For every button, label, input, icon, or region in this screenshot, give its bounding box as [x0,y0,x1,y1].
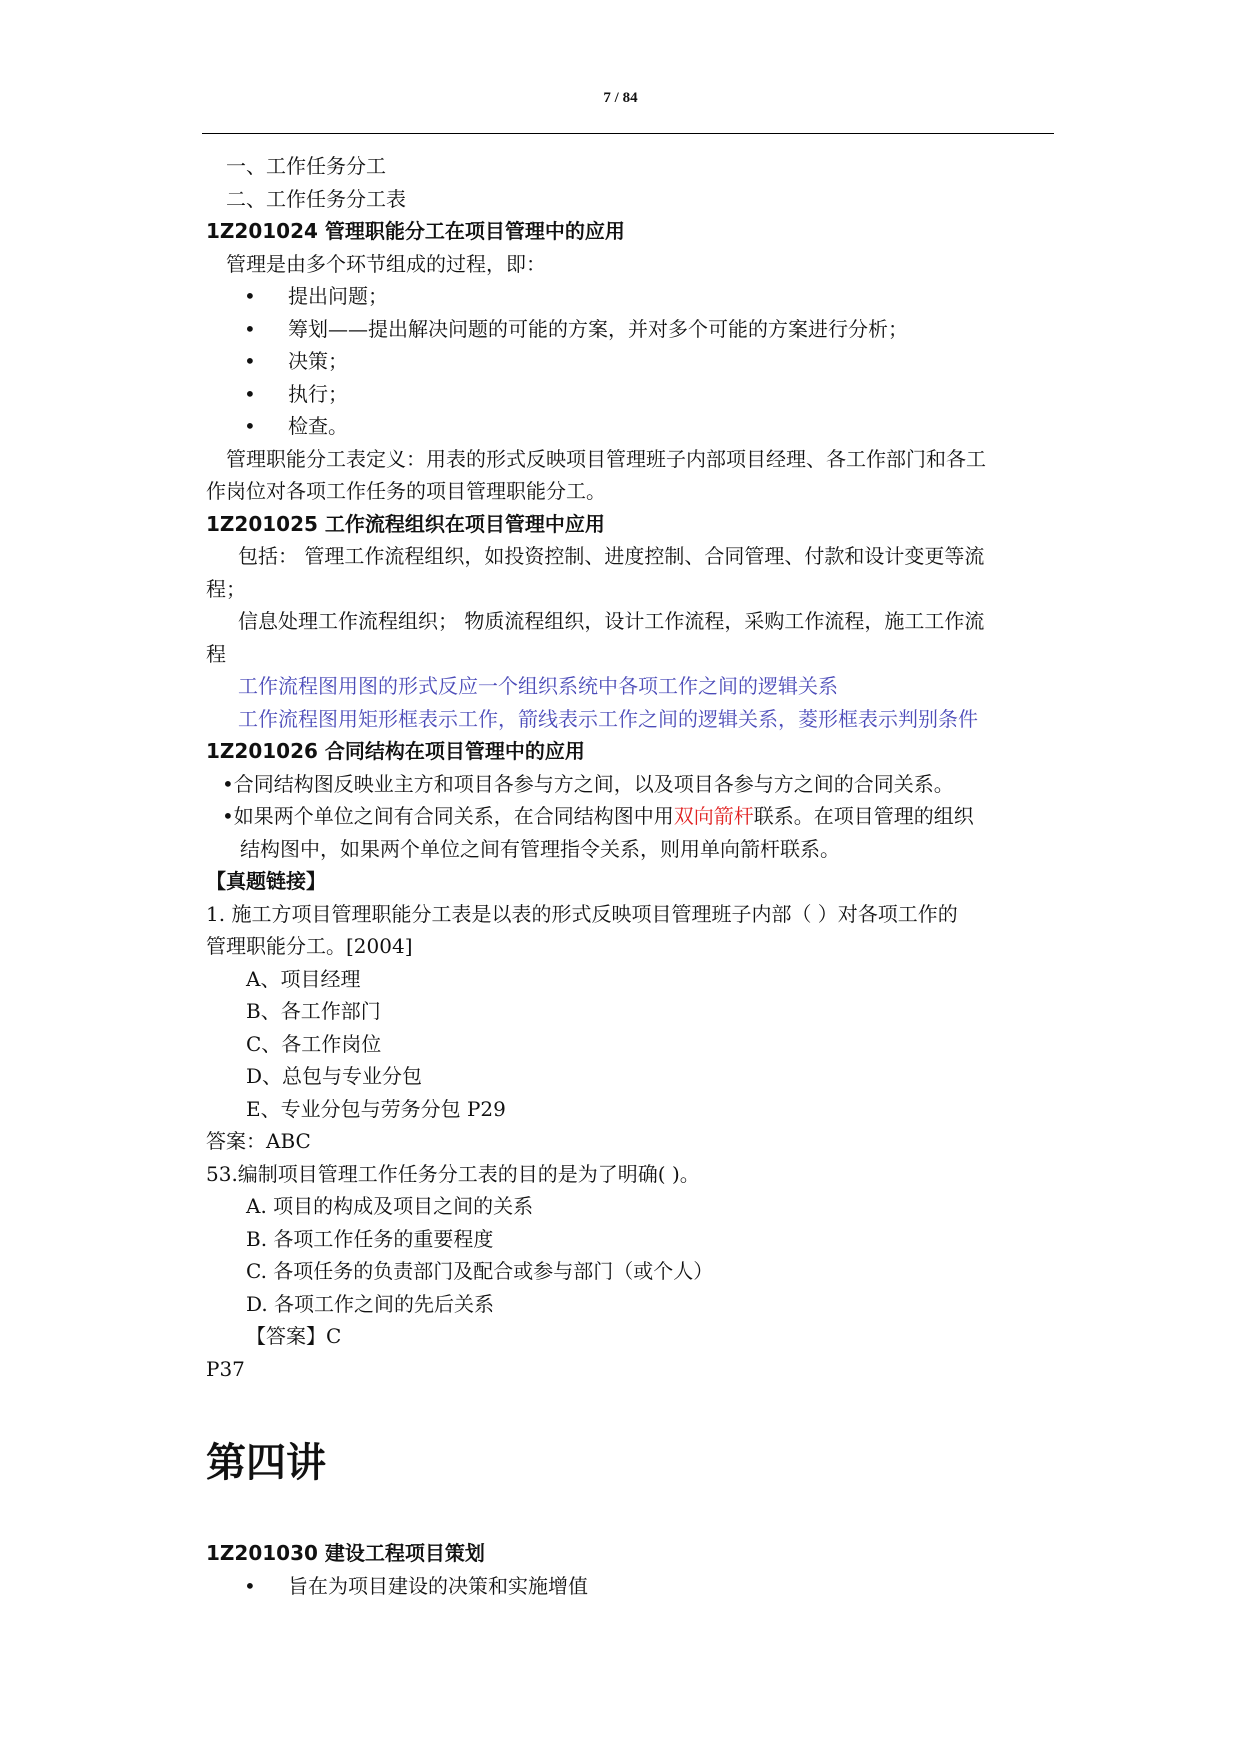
contract-point-2 [206,800,1056,833]
q53-option-d: D. 各项工作之间的先后关系 [246,1291,495,1316]
contract-text-cont: 联系。在项目管理的组织 [753,804,974,828]
contract-point-1: •合同结构图反映业主方和项目各参与方之间，以及项目各参与方之间的合同关系。 [222,771,954,796]
exam-link-heading: 【真题链接】 [206,869,326,893]
outline-item-1: 一、工作任务分工 [226,154,386,178]
section-heading-1z201024: 1Z201024 管理职能分工在项目管理中的应用 [206,219,625,243]
bullet-text: 筹划——提出解决问题的可能的方案，并对多个可能的方案进行分析； [288,316,908,341]
document-body [206,150,1056,1602]
bullet-item-1 [206,280,1056,313]
page-number: 7 / 84 [603,90,638,106]
highlight-note-2: 工作流程图用矩形框表示工作，箭线表示工作之间的逻辑关系，菱形框表示判别条件 [238,706,978,731]
contract-text: •如果两个单位之间有合同关系，在合同结构图中用 [222,804,674,828]
highlight-note-1: 工作流程图用图的形式反应一个组织系统中各项工作之间的逻辑关系 [238,674,838,698]
bullet-icon: • [244,349,256,373]
q53-option-a: A. 项目的构成及项目之间的关系 [246,1194,534,1218]
q53-answer: 【答案】C [246,1324,342,1348]
definition-line-1: 管理职能分工表定义：用表的形式反映项目管理班子内部项目经理、各工作部门和各工 [226,446,986,471]
info-flow-line-2: 程 [206,641,226,666]
q1-option-c: C、各工作岗位 [246,1031,382,1056]
question-1-line-1: 1. 施工方项目管理职能分工表是以表的形式反映项目管理班子内部（ ）对各项工作的 [206,901,958,926]
bullet-item-3 [206,345,1056,378]
bullet-icon: • [244,381,256,406]
question-1-line-2: 管理职能分工。[2004] [206,934,413,958]
section-heading-1z201026: 1Z201026 合同结构在项目管理中的应用 [206,739,585,763]
bullet-item-6 [206,1570,1056,1603]
question-53: 53.编制项目管理工作任务分工表的目的是为了明确( )。 [206,1161,700,1186]
bullet-item-2 [206,313,1056,346]
definition-line-2: 作岗位对各项工作任务的项目管理职能分工。 [206,479,606,503]
section-heading-1z201025: 1Z201025 工作流程组织在项目管理中应用 [206,511,605,536]
q1-option-d: D、总包与专业分包 [246,1064,423,1088]
q1-answer: 答案：ABC [206,1129,311,1153]
outline-item-2: 二、工作任务分工表 [226,186,406,211]
bullet-text: 检查。 [288,414,348,438]
q1-option-a: A、项目经理 [246,966,361,991]
bullet-icon: • [244,316,256,341]
bullet-icon: • [244,414,256,438]
bullet-item-5 [206,410,1056,443]
contract-point-2-cont: 结构图中，如果两个单位之间有管理指令关系，则用单向箭杆联系。 [240,836,840,861]
paragraph-management-process: 管理是由多个环节组成的过程，即： [226,251,546,276]
bullet-text: 旨在为项目建设的决策和实施增值 [288,1573,588,1598]
page-reference: P37 [206,1356,245,1381]
bullet-text: 决策； [288,349,348,373]
section-heading-1z201030: 1Z201030 建设工程项目策划 [206,1541,485,1565]
chapter-title: 第四讲 [206,1440,326,1486]
bullet-item-4 [206,378,1056,411]
bullet-icon: • [244,1573,256,1598]
q1-option-e: E、专业分包与劳务分包 P29 [246,1096,506,1121]
emphasis-text: 双向箭杆 [673,804,754,828]
bullet-text: 执行； [288,381,348,406]
info-flow-line-1: 信息处理工作流程组织； 物质流程组织，设计工作流程，采购工作流程，施工工作流 [238,609,985,633]
includes-line-1: 包括： 管理工作流程组织，如投资控制、进度控制、合同管理、付款和设计变更等流 [238,544,985,568]
q1-option-b: B、各工作部门 [246,999,381,1023]
includes-line-2: 程； [206,576,246,601]
bullet-text: 提出问题； [288,284,388,308]
q53-option-c: C. 各项任务的负责部门及配合或参与部门（或个人） [246,1259,714,1283]
bullet-icon: • [244,284,256,308]
header-divider [202,133,1054,134]
q53-option-b: B. 各项工作任务的重要程度 [246,1226,494,1251]
